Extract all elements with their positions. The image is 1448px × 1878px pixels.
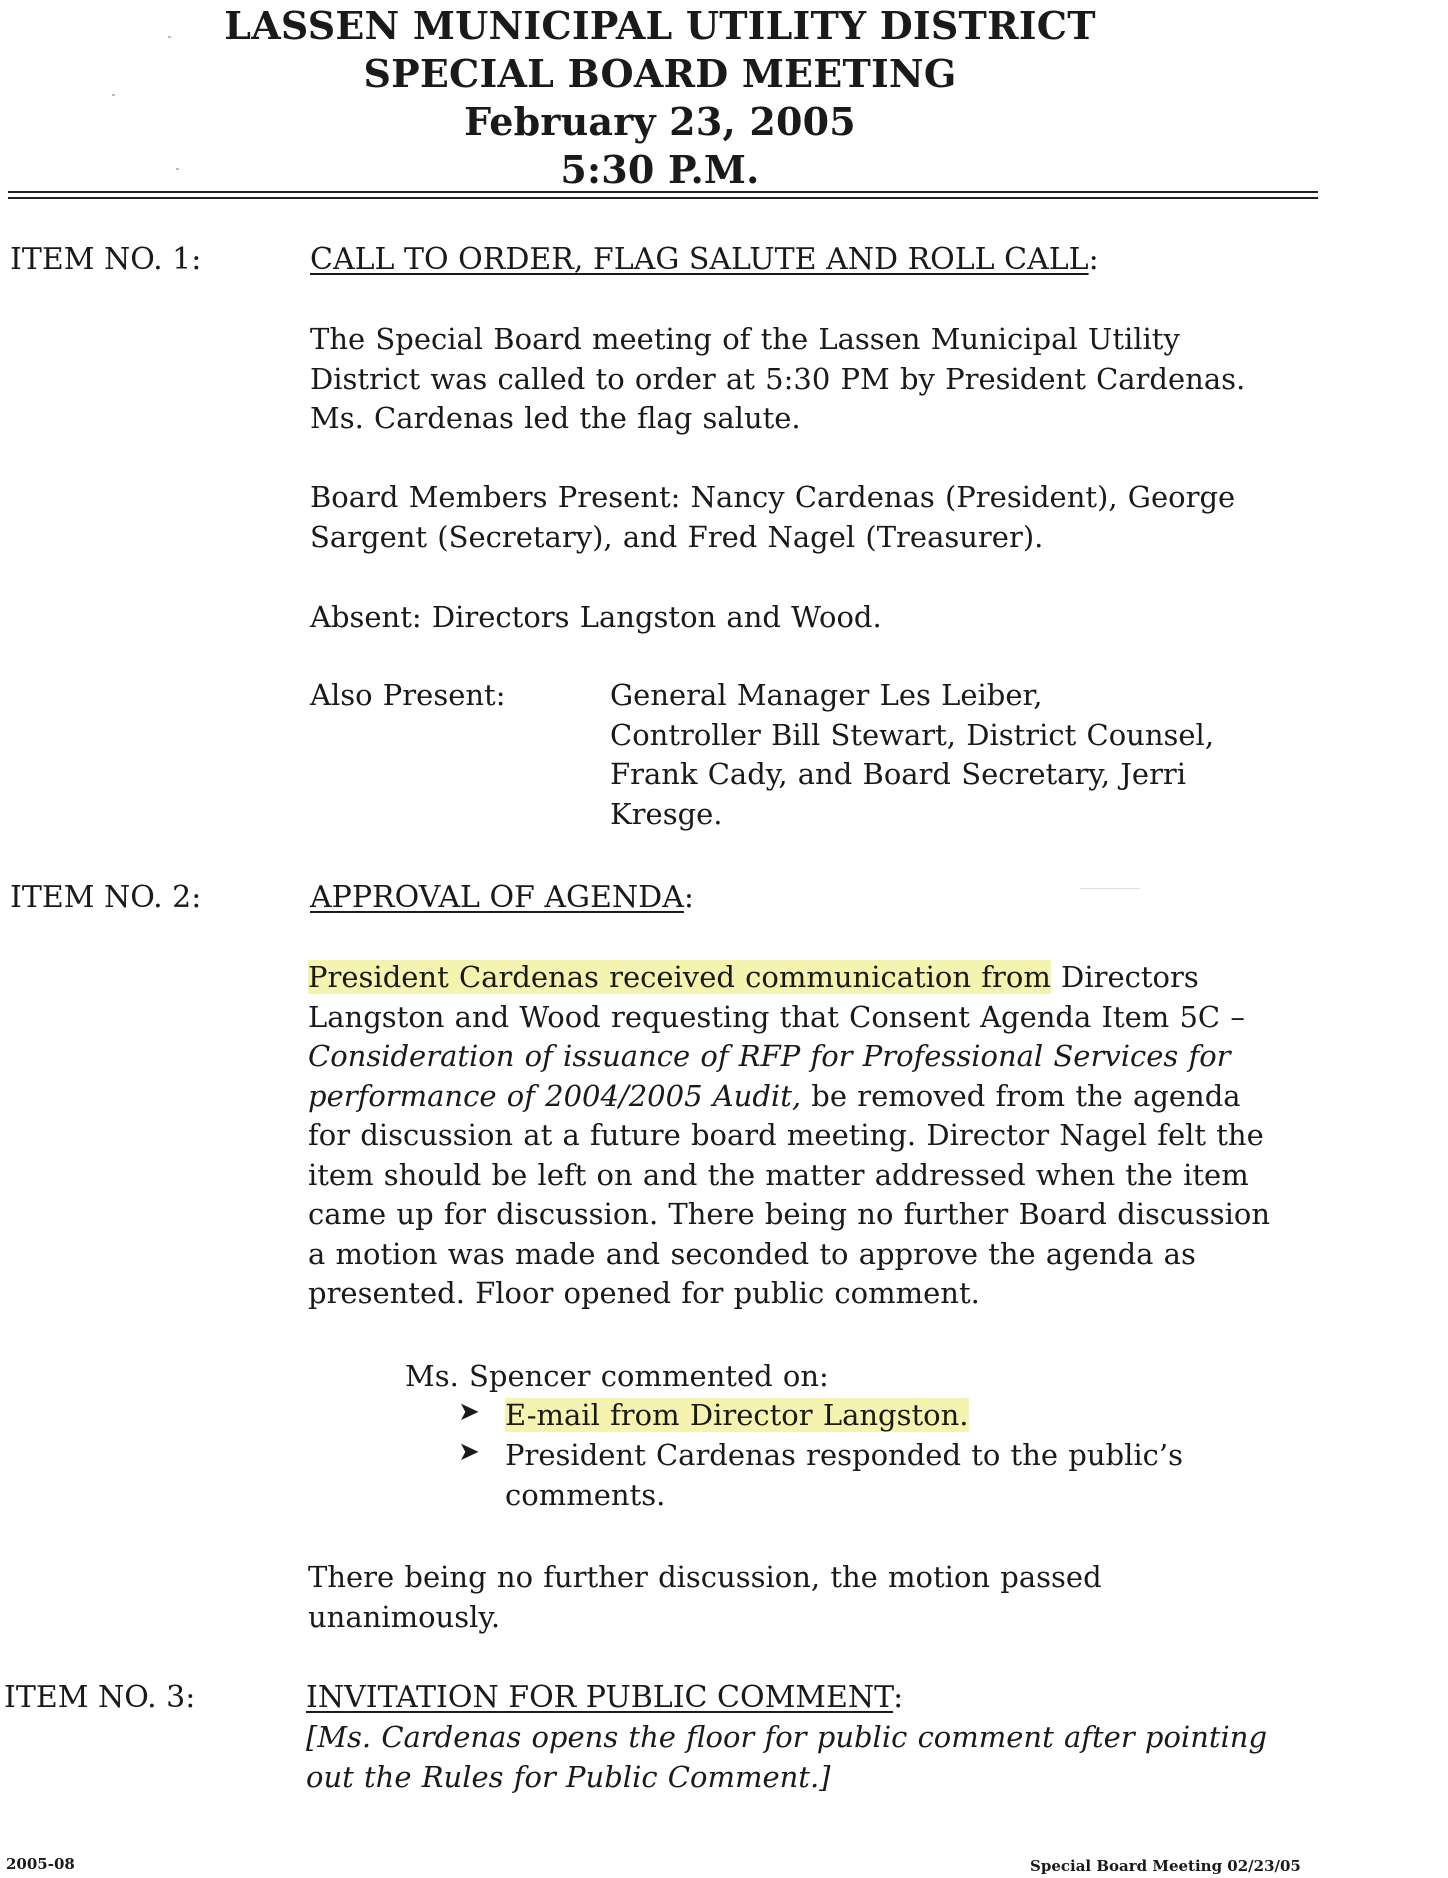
item-2-italic-line-1: Consideration of issuance of RFP for Professional Services for — [308, 1039, 1231, 1073]
header-line-meeting: SPECIAL BOARD MEETING — [363, 51, 957, 96]
item-2-bullet-2: President Cardenas responded to the public’s comments. — [505, 1438, 1183, 1512]
footer-meeting-reference: Special Board Meeting 02/23/05 — [1030, 1857, 1301, 1875]
item-2-closing: There being no further discussion, the motion passed unanimously. — [308, 1560, 1102, 1634]
scan-speck — [168, 36, 171, 38]
bullet-arrow-icon: ➤ — [458, 1437, 480, 1467]
scan-speck — [1080, 888, 1140, 889]
header-rule-bottom — [8, 197, 1318, 199]
header-line-time: 5:30 P.M. — [560, 147, 760, 192]
item-1-number: ITEM NO. 1: — [10, 242, 202, 277]
scan-speck — [112, 94, 115, 96]
item-2-text-a: Directors — [1050, 960, 1199, 994]
item-3-note: [Ms. Cardenas opens the floor for public comment after pointing out the Rules for Public Comment.] — [306, 1720, 1268, 1794]
item-1-also-present-list: General Manager Les Leiber, Controller Bill Stewart, District Counsel, Frank Cady, and Board Secretary, Jerri Kresge. — [610, 678, 1215, 831]
item-2-title-colon: : — [683, 880, 694, 915]
footer-document-number: 2005-08 — [6, 1855, 75, 1873]
item-2-text-d: for discussion at a future board meeting. Director Nagel felt the item should be left on and the matter addressed when the item came up for discussion. There being no further Board discussion a motion was made and seconded to approve the agenda as presented. Floor opened for public comment. — [308, 1118, 1271, 1310]
item-2-bullet-1 — [505, 1396, 969, 1436]
scan-speck — [176, 168, 179, 170]
item-2-highlighted-text: President Cardenas received communication from — [308, 960, 1051, 994]
item-1-title-text: CALL TO ORDER, FLAG SALUTE AND ROLL CALL — [310, 242, 1089, 277]
item-2-text-b: Langston and Wood requesting that Consent Agenda Item 5C – — [308, 999, 1245, 1034]
header-line-date: February 23, 2005 — [464, 99, 856, 144]
item-2-text-c: be removed from the agenda — [801, 1078, 1241, 1113]
item-3-title-colon: : — [893, 1680, 904, 1715]
item-2-italic-line-2: performance of 2004/2005 Audit, — [308, 1078, 802, 1113]
item-2-paragraph — [308, 958, 1348, 1314]
item-2-bullet-1-text: E-mail from Director Langston. — [505, 1398, 969, 1432]
item-1-paragraph-call: The Special Board meeting of the Lassen Municipal Utility District was called to order at 5:30 PM by President Cardenas. Ms. Cardenas led the flag salute. — [310, 322, 1246, 435]
item-1-title — [310, 240, 1099, 280]
item-3-title-text: INVITATION FOR PUBLIC COMMENT — [306, 1680, 894, 1715]
item-3-title — [306, 1678, 903, 1718]
item-2-number: ITEM NO. 2: — [10, 880, 202, 915]
item-1-paragraph-present: Board Members Present: Nancy Cardenas (President), George Sargent (Secretary), and Fred Nagel (Treasurer). — [310, 480, 1236, 554]
item-2-title — [310, 878, 694, 918]
item-2-comment-intro: Ms. Spencer commented on: — [405, 1359, 829, 1393]
item-1-paragraph-absent: Absent: Directors Langston and Wood. — [310, 600, 882, 634]
header-rule-top — [8, 191, 1318, 193]
item-3-number: ITEM NO. 3: — [4, 1680, 196, 1715]
item-1-also-present-label: Also Present: — [310, 678, 506, 712]
bullet-arrow-icon: ➤ — [458, 1397, 480, 1427]
header-line-district: LASSEN MUNICIPAL UTILITY DISTRICT — [224, 3, 1096, 48]
item-1-title-colon: : — [1088, 242, 1099, 277]
item-2-title-text: APPROVAL OF AGENDA — [310, 880, 684, 915]
